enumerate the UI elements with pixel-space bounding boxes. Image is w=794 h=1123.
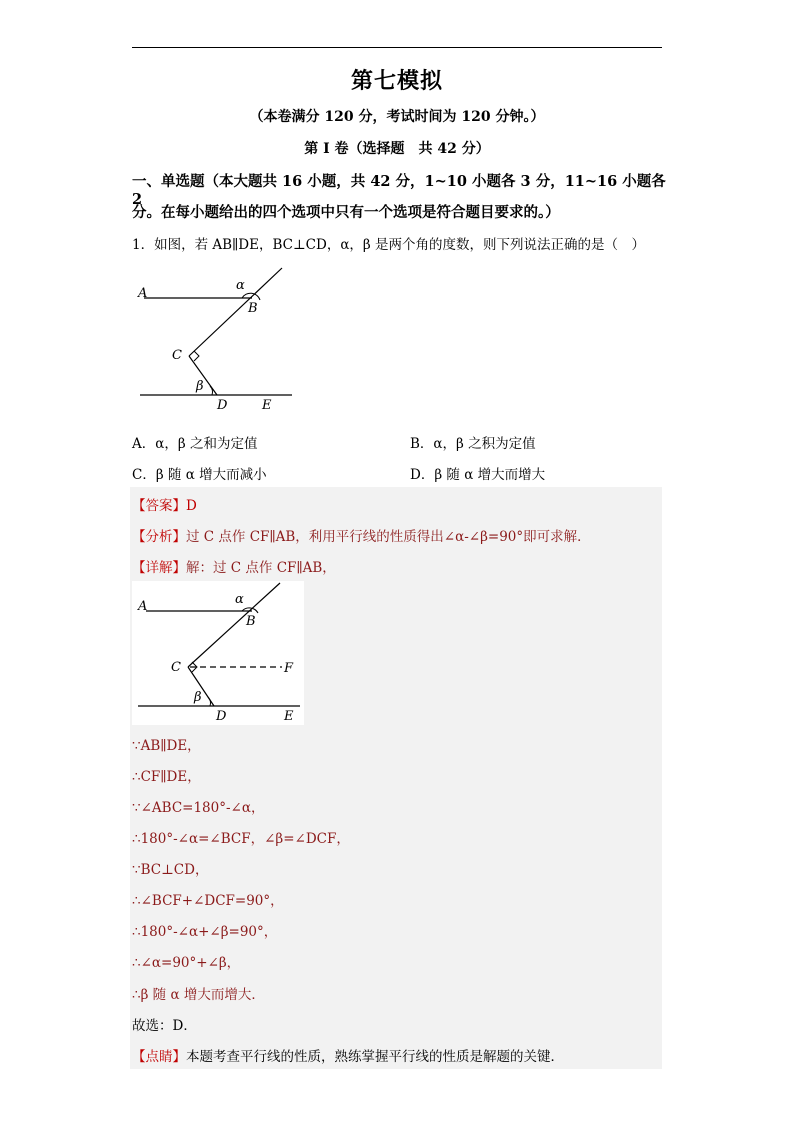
label-a: A xyxy=(138,599,148,614)
step-4: ∴180°-∠α=∠BCF，∠β=∠DCF， xyxy=(132,831,350,847)
exam-info: （本卷满分 120 分，考试时间为 120 分钟。） xyxy=(249,109,545,125)
step-7: ∴180°-∠α+∠β=90°， xyxy=(132,924,278,940)
step-3: ∵∠ABC=180°-∠α， xyxy=(132,800,265,816)
step-5: ∵BC⊥CD， xyxy=(132,862,209,878)
label-d: D xyxy=(216,709,227,724)
label-b: B xyxy=(246,614,256,629)
detail-tag: 【详解】 xyxy=(132,560,186,576)
label-c: C xyxy=(171,660,181,675)
detail-line xyxy=(132,556,336,576)
label-d: D xyxy=(217,398,228,413)
header-rule xyxy=(132,47,662,48)
solution-figure xyxy=(132,581,304,725)
label-alpha: α xyxy=(236,278,245,293)
analysis-text: 过 C 点作 CF∥AB，利用平行线的性质得出∠α-∠β=90°即可求解． xyxy=(186,529,591,545)
question-stem: 1．如图，若 AB∥DE，BC⊥CD，α，β 是两个角的度数，则下列说法正确的是（ ） xyxy=(132,237,646,253)
option-c: C．β 随 α 增大而减小 xyxy=(132,467,267,483)
option-a: A．α，β 之和为定值 xyxy=(132,436,258,452)
option-b: B．α，β 之积为定值 xyxy=(410,436,536,452)
label-e: E xyxy=(284,709,294,724)
step-9: ∴β 随 α 增大而增大． xyxy=(132,987,265,1003)
label-beta: β xyxy=(196,379,204,394)
label-b: B xyxy=(248,301,258,316)
analysis-tag: 【分析】 xyxy=(132,529,186,545)
final-choice: 故选：D． xyxy=(132,1018,197,1034)
answer-line: 【答案】D xyxy=(132,498,197,514)
analysis-line xyxy=(132,525,591,545)
detail-text: 解：过 C 点作 CF∥AB， xyxy=(186,560,336,576)
line-bc xyxy=(188,583,280,667)
part-heading-line-1: 一、单选题（本大题共 16 小题，共 42 分，1~10 小题各 3 分，11~16 小题各 2 xyxy=(132,173,666,208)
step-8: ∴∠α=90°+∠β， xyxy=(132,955,241,971)
page-title: 第七模拟 xyxy=(350,68,443,94)
label-c: C xyxy=(172,348,182,363)
label-f: F xyxy=(284,661,294,676)
step-6: ∴∠BCF+∠DCF=90°， xyxy=(132,893,284,909)
section-title: 第 I 卷（选择题 共 42 分） xyxy=(304,141,490,157)
comment-text: 本题考查平行线的性质，熟练掌握平行线的性质是解题的关键． xyxy=(186,1049,564,1065)
label-alpha: α xyxy=(235,592,244,607)
label-a: A xyxy=(138,286,148,301)
comment-line xyxy=(132,1045,564,1065)
option-d: D．β 随 α 增大而增大 xyxy=(410,467,546,483)
question-figure xyxy=(132,258,302,413)
label-e: E xyxy=(262,398,272,413)
step-2: ∴CF∥DE， xyxy=(132,769,201,785)
label-beta: β xyxy=(194,690,202,705)
step-1: ∵AB∥DE， xyxy=(132,738,201,754)
part-heading-line-2: 分。在每小题给出的四个选项中只有一个选项是符合题目要求的。） xyxy=(132,204,560,221)
comment-tag: 【点睛】 xyxy=(132,1049,186,1065)
right-angle-mark xyxy=(194,351,199,361)
